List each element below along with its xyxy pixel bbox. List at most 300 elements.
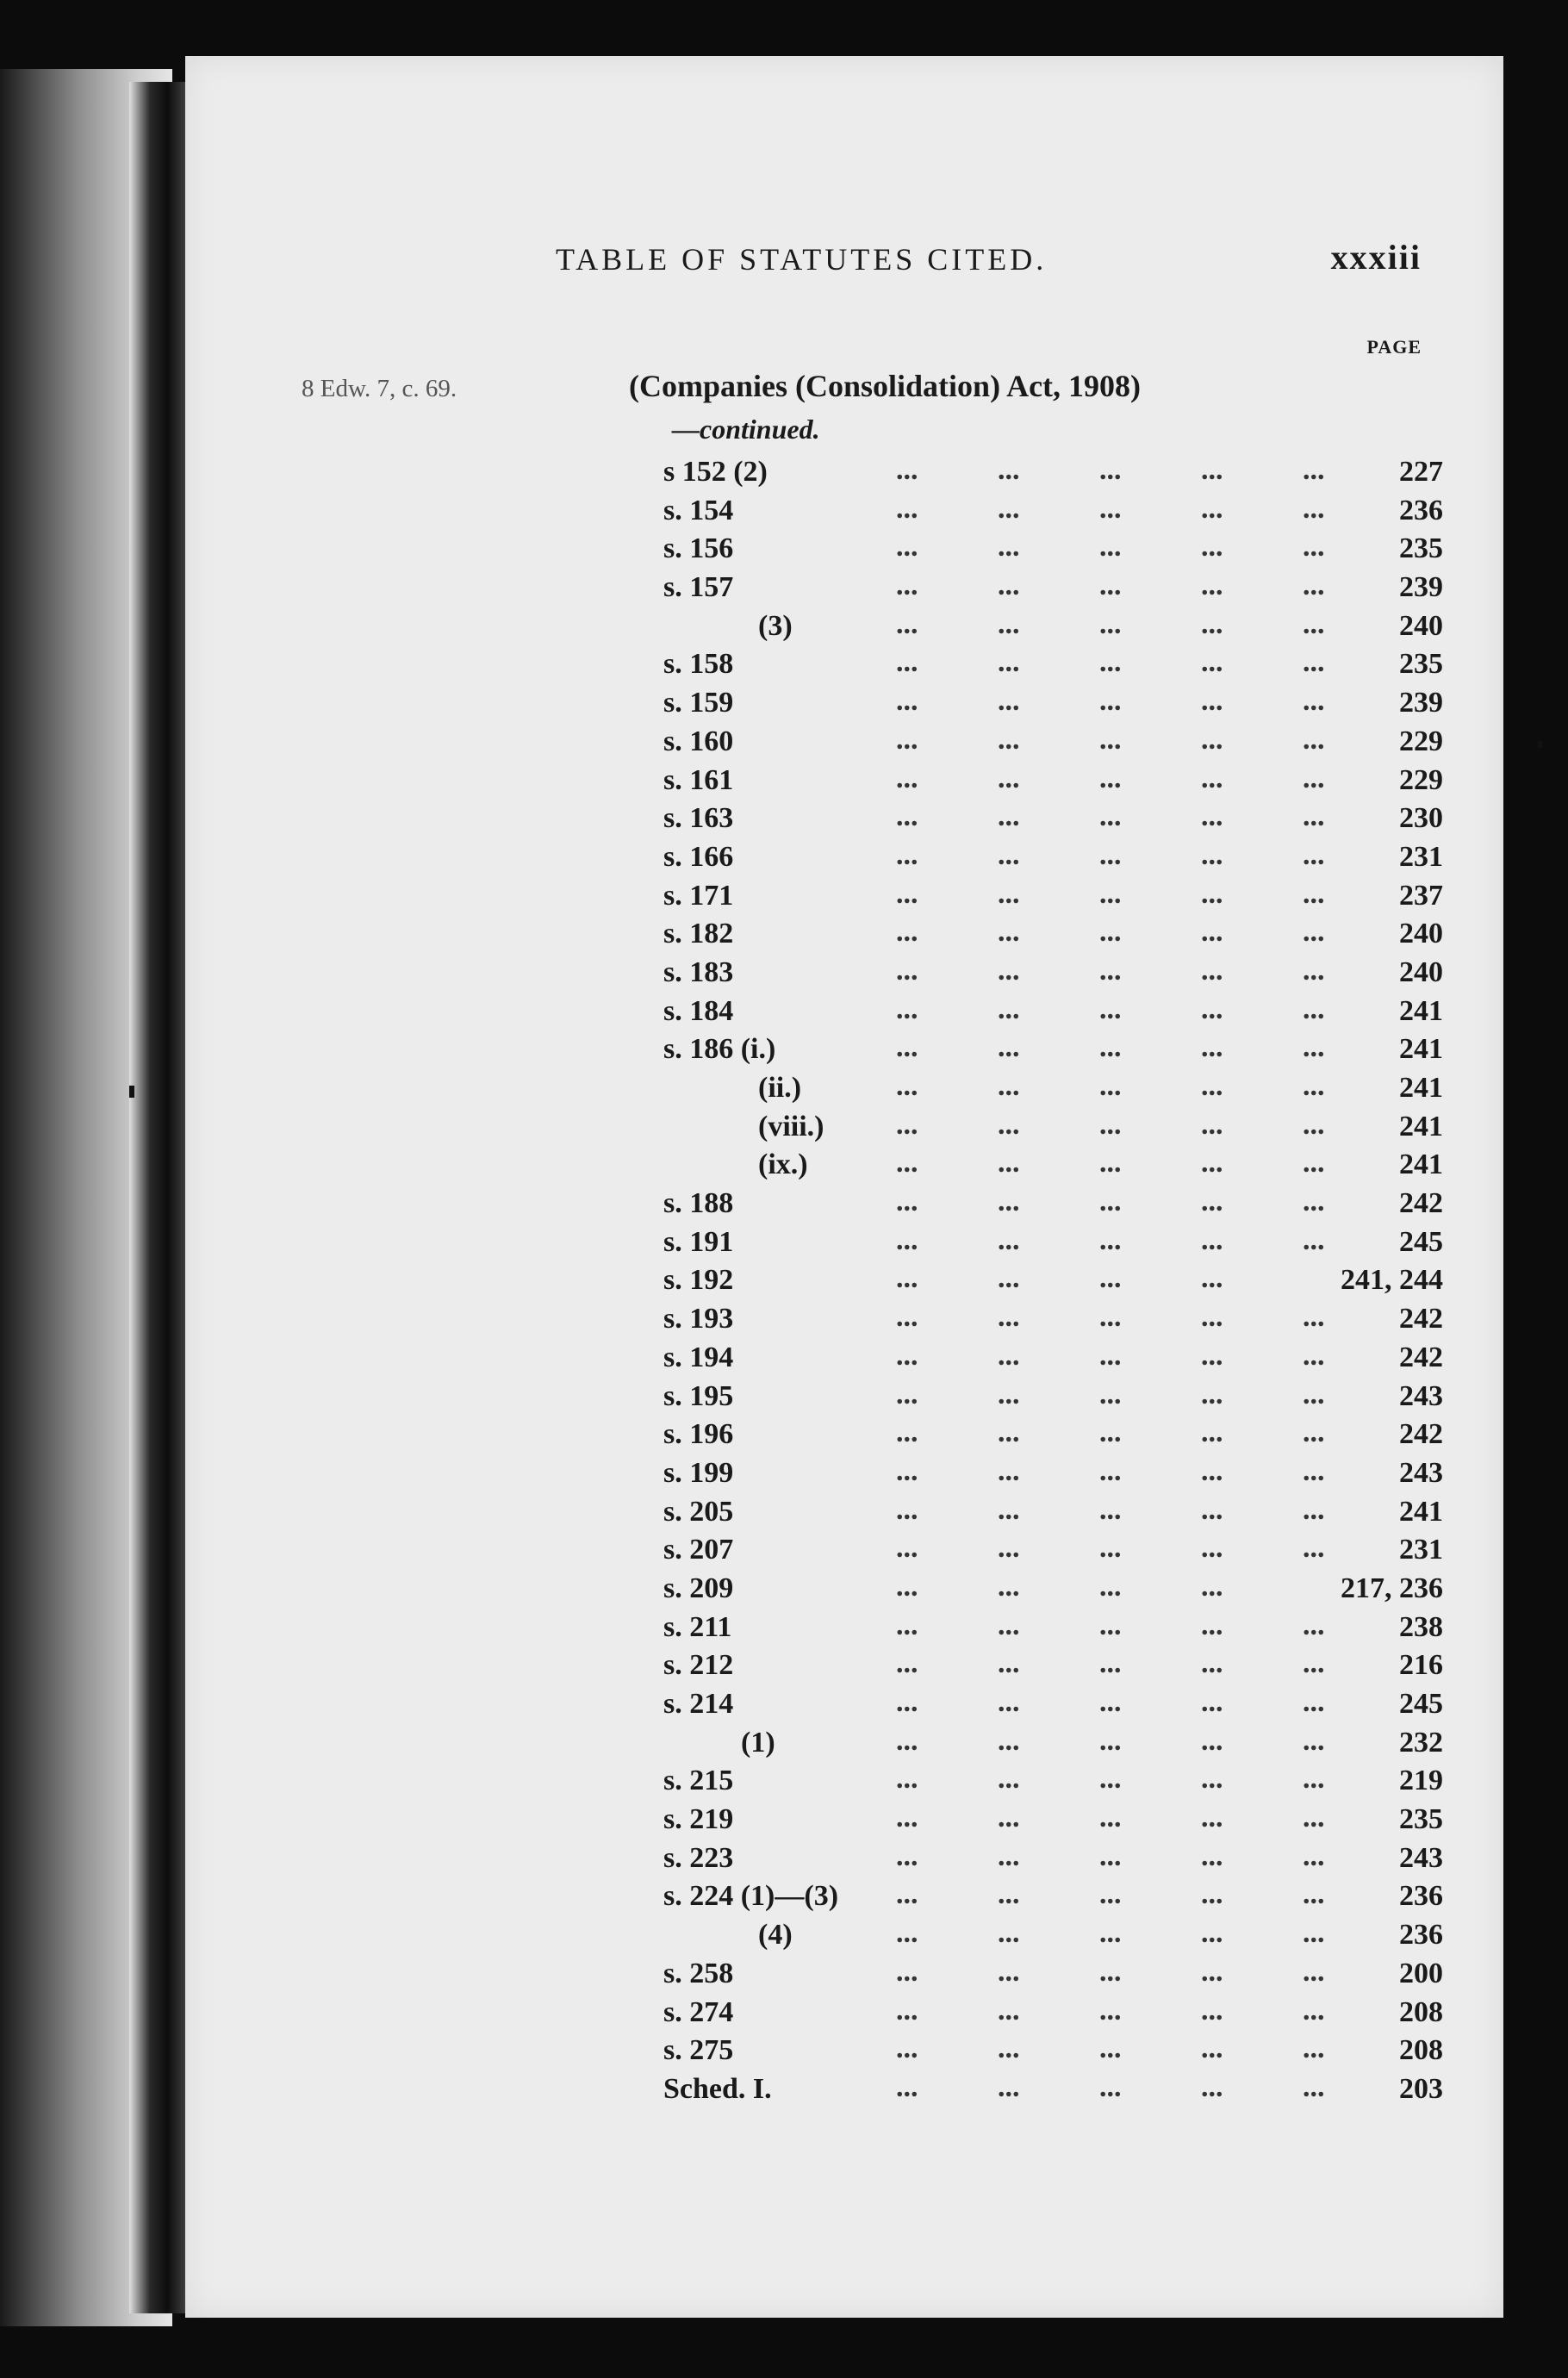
leader-dots: ... [1303, 1532, 1325, 1565]
table-row [663, 1493, 1443, 1534]
leader-dots: ... [1201, 916, 1223, 949]
leader-dots: ... [1303, 2033, 1325, 2065]
leader-dots: ... [1303, 1031, 1325, 1064]
page-reference: 241 [1399, 1495, 1443, 1528]
page-reference: 236 [1399, 1919, 1443, 1952]
leader-dots: ... [1201, 1609, 1223, 1641]
dot-leader [896, 1956, 1404, 1989]
leader-dots: ... [998, 1108, 1020, 1141]
dot-leader [896, 993, 1404, 1026]
page-reference: 217, 236 [1341, 1572, 1443, 1604]
leader-dots: ... [1303, 1223, 1325, 1256]
dot-leader [896, 724, 1404, 756]
section-reference: s. 161 [663, 763, 734, 796]
page-reference: 236 [1399, 494, 1443, 526]
section-reference: s. 166 [663, 840, 734, 873]
leader-dots: ... [896, 570, 918, 602]
leader-dots: ... [1099, 1840, 1122, 1872]
dot-leader [896, 1109, 1404, 1142]
page-reference: 227 [1399, 456, 1443, 488]
leader-dots: ... [1201, 1724, 1223, 1757]
dot-leader [896, 646, 1404, 679]
leader-dots: ... [1201, 877, 1223, 910]
section-reference: s. 171 [663, 879, 734, 912]
leader-dots: ... [896, 685, 918, 718]
table-row [663, 1033, 1443, 1072]
leader-dots: ... [896, 800, 918, 833]
leader-dots: ... [998, 1532, 1020, 1565]
leader-dots: ... [896, 1955, 918, 1988]
page-reference: 245 [1399, 1225, 1443, 1258]
leader-dots: ... [896, 993, 918, 1025]
leader-dots: ... [998, 570, 1020, 602]
leader-dots: ... [1099, 454, 1122, 486]
leader-dots: ... [1201, 1031, 1223, 1064]
scan-speck [129, 1086, 134, 1098]
leader-dots: ... [1201, 607, 1223, 640]
page-reference: 239 [1399, 687, 1443, 719]
leader-dots: ... [896, 877, 918, 910]
table-row [663, 2034, 1443, 2073]
leader-dots: ... [1099, 2033, 1122, 2065]
dot-leader [896, 2033, 1404, 2065]
leader-dots: ... [1303, 1802, 1325, 1834]
leader-dots: ... [896, 646, 918, 679]
leader-dots: ... [1303, 1147, 1325, 1180]
dot-leader [896, 2071, 1404, 2104]
leader-dots: ... [1303, 570, 1325, 602]
page-reference: 236 [1399, 1880, 1443, 1913]
leader-dots: ... [1303, 800, 1325, 833]
leader-dots: ... [1099, 1532, 1122, 1565]
table-row [663, 802, 1443, 841]
leader-dots: ... [1303, 877, 1325, 910]
dot-leader [896, 1840, 1404, 1873]
leader-dots: ... [896, 1493, 918, 1526]
leader-dots: ... [998, 492, 1020, 525]
table-row [663, 1688, 1443, 1727]
section-reference: s. 186 (i.) [663, 1033, 776, 1066]
leader-dots: ... [1099, 1301, 1122, 1334]
section-reference: s. 223 [663, 1841, 734, 1874]
leader-dots: ... [896, 1378, 918, 1410]
leader-dots: ... [1201, 685, 1223, 718]
leader-dots: ... [998, 762, 1020, 794]
page-reference: 241 [1399, 1149, 1443, 1181]
page-reference: 240 [1399, 918, 1443, 950]
table-row [663, 1454, 1443, 1496]
leader-dots: ... [1099, 877, 1122, 910]
leader-dots: ... [1099, 1493, 1122, 1526]
leader-dots: ... [1201, 1339, 1223, 1372]
leader-dots: ... [998, 838, 1020, 871]
leader-dots: ... [998, 1223, 1020, 1256]
dot-leader [896, 493, 1404, 526]
table-row [663, 1380, 1443, 1419]
page-reference: 200 [1399, 1957, 1443, 1989]
dot-leader [896, 1031, 1404, 1064]
table-row [663, 1955, 1443, 1996]
table-row [663, 1223, 1443, 1265]
leader-dots: ... [1201, 1802, 1223, 1834]
section-reference: (1) [741, 1726, 775, 1759]
leader-dots: ... [1201, 1223, 1223, 1256]
leader-dots: ... [1303, 685, 1325, 718]
leader-dots: ... [998, 1994, 1020, 2026]
table-row [663, 1996, 1443, 2035]
leader-dots: ... [1099, 800, 1122, 833]
section-reference: s. 182 [663, 918, 734, 950]
section-reference: s. 191 [663, 1225, 734, 1258]
leader-dots: ... [1201, 1108, 1223, 1141]
leader-dots: ... [998, 1186, 1020, 1218]
dot-leader [896, 1532, 1404, 1565]
page-reference: 240 [1399, 956, 1443, 988]
leader-dots: ... [998, 1493, 1020, 1526]
leader-dots: ... [1303, 916, 1325, 949]
leader-dots: ... [896, 1802, 918, 1834]
section-reference: s. 207 [663, 1534, 734, 1566]
section-reference: s. 275 [663, 2034, 734, 2067]
leader-dots: ... [896, 1917, 918, 1950]
book-page [185, 56, 1503, 2318]
leader-dots: ... [998, 954, 1020, 987]
leader-dots: ... [1099, 916, 1122, 949]
dot-leader [896, 1802, 1404, 1834]
table-row [663, 532, 1443, 571]
leader-dots: ... [1201, 2033, 1223, 2065]
leader-dots: ... [998, 1262, 1020, 1295]
section-reference: s. 211 [663, 1610, 732, 1643]
leader-dots: ... [1201, 531, 1223, 563]
leader-dots: ... [1201, 1454, 1223, 1487]
leader-dots: ... [998, 1031, 1020, 1064]
leader-dots: ... [1303, 646, 1325, 679]
leader-dots: ... [1099, 2070, 1122, 2103]
section-reference: s. 193 [663, 1303, 734, 1335]
page-reference: 241 [1399, 1033, 1443, 1066]
section-reference: s. 194 [663, 1341, 734, 1373]
dot-leader [896, 1455, 1404, 1488]
leader-dots: ... [896, 1878, 918, 1911]
page-reference: 208 [1399, 2034, 1443, 2067]
leader-dots: ... [998, 1724, 1020, 1757]
leader-dots: ... [896, 1070, 918, 1102]
leader-dots: ... [1303, 1763, 1325, 1796]
table-row [663, 877, 1443, 918]
section-reference: s. 212 [663, 1649, 734, 1682]
leader-dots: ... [896, 838, 918, 871]
leader-dots: ... [896, 531, 918, 563]
section-reference: s. 157 [663, 571, 734, 604]
page-reference: 241, 244 [1341, 1264, 1443, 1297]
leader-dots: ... [998, 1917, 1020, 1950]
leader-dots: ... [896, 1763, 918, 1796]
leader-dots: ... [1201, 1647, 1223, 1680]
leader-dots: ... [896, 1570, 918, 1603]
page-reference: 208 [1399, 1995, 1443, 2028]
dot-leader [896, 1416, 1404, 1449]
leader-dots: ... [1303, 838, 1325, 871]
leader-dots: ... [1201, 1917, 1223, 1950]
leader-dots: ... [896, 1416, 918, 1449]
leader-dots: ... [896, 2033, 918, 2065]
leader-dots: ... [896, 1147, 918, 1180]
page-reference: 237 [1399, 879, 1443, 912]
leader-dots: ... [1099, 1917, 1122, 1950]
leader-dots: ... [1201, 1301, 1223, 1334]
leader-dots: ... [1201, 1262, 1223, 1295]
dot-leader [896, 763, 1404, 795]
leader-dots: ... [998, 685, 1020, 718]
page-reference: 242 [1399, 1303, 1443, 1335]
table-row [663, 1149, 1443, 1187]
dot-leader [896, 878, 1404, 911]
leader-dots: ... [998, 916, 1020, 949]
leader-dots: ... [896, 1724, 918, 1757]
dot-leader [896, 1917, 1404, 1950]
leader-dots: ... [896, 954, 918, 987]
section-reference: s. 199 [663, 1456, 734, 1489]
table-row [663, 918, 1443, 956]
act-continued-label: —continued. [672, 414, 820, 445]
leader-dots: ... [998, 1301, 1020, 1334]
leader-dots: ... [896, 1454, 918, 1487]
table-row [663, 764, 1443, 803]
leader-dots: ... [1099, 762, 1122, 794]
dot-leader [896, 531, 1404, 563]
leader-dots: ... [896, 1339, 918, 1372]
leader-dots: ... [1099, 1570, 1122, 1603]
leader-dots: ... [1303, 1493, 1325, 1526]
page-reference: 242 [1399, 1341, 1443, 1373]
leader-dots: ... [998, 2070, 1020, 2103]
page-reference: 235 [1399, 648, 1443, 681]
section-reference: s. 159 [663, 687, 734, 719]
leader-dots: ... [1201, 646, 1223, 679]
page-reference: 243 [1399, 1379, 1443, 1412]
page-reference: 243 [1399, 1456, 1443, 1489]
leader-dots: ... [1303, 1917, 1325, 1950]
leader-dots: ... [1201, 1416, 1223, 1449]
dot-leader [896, 800, 1404, 833]
leader-dots: ... [1201, 1994, 1223, 2026]
section-reference: s 152 (2) [663, 456, 768, 488]
leader-dots: ... [896, 1840, 918, 1872]
page-reference: 230 [1399, 802, 1443, 835]
table-row [663, 1534, 1443, 1572]
leader-dots: ... [1201, 1147, 1223, 1180]
dot-leader [896, 1995, 1404, 2027]
section-reference: s. 274 [663, 1995, 734, 2028]
leader-dots: ... [998, 877, 1020, 910]
leader-dots: ... [1201, 1686, 1223, 1718]
dot-leader [896, 916, 1404, 949]
section-reference: s. 195 [663, 1379, 734, 1412]
section-reference: s. 196 [663, 1418, 734, 1451]
leader-dots: ... [1099, 1454, 1122, 1487]
leader-dots: ... [1201, 1186, 1223, 1218]
page-reference: 242 [1399, 1187, 1443, 1220]
leader-dots: ... [1303, 1609, 1325, 1641]
leader-dots: ... [896, 723, 918, 756]
leader-dots: ... [896, 1609, 918, 1641]
scan-speck [1538, 741, 1542, 748]
leader-dots: ... [1201, 492, 1223, 525]
dot-leader [896, 454, 1404, 487]
page-reference: 241 [1399, 994, 1443, 1027]
leader-dots: ... [896, 607, 918, 640]
leader-dots: ... [1201, 1070, 1223, 1102]
table-row [663, 1187, 1443, 1226]
leader-dots: ... [1201, 1378, 1223, 1410]
leader-dots: ... [1201, 454, 1223, 486]
page-reference: 219 [1399, 1765, 1443, 1797]
leader-dots: ... [1201, 838, 1223, 871]
running-title: TABLE OF STATUTES CITED. [556, 242, 1048, 277]
leader-dots: ... [1303, 1378, 1325, 1410]
leader-dots: ... [1201, 993, 1223, 1025]
section-entry-list [663, 456, 1443, 2112]
leader-dots: ... [998, 1647, 1020, 1680]
section-reference: s. 183 [663, 956, 734, 988]
leader-dots: ... [1303, 1108, 1325, 1141]
table-row [663, 571, 1443, 610]
leader-dots: ... [1099, 993, 1122, 1025]
table-row [663, 456, 1443, 495]
leader-dots: ... [1099, 646, 1122, 679]
table-row [663, 838, 1443, 880]
leader-dots: ... [998, 1686, 1020, 1718]
section-reference: s. 209 [663, 1572, 734, 1604]
leader-dots: ... [998, 1416, 1020, 1449]
section-reference: s. 224 (1)—(3) [663, 1880, 839, 1913]
leader-dots: ... [1099, 954, 1122, 987]
leader-dots: ... [998, 531, 1020, 563]
leader-dots: ... [1099, 1378, 1122, 1410]
leader-dots: ... [896, 1223, 918, 1256]
leader-dots: ... [1201, 762, 1223, 794]
leader-dots: ... [896, 454, 918, 486]
act-title: (Companies (Consolidation) Act, 1908) [629, 369, 1142, 403]
leader-dots: ... [1099, 1262, 1122, 1295]
leader-dots: ... [998, 1147, 1020, 1180]
section-reference: s. 192 [663, 1264, 734, 1297]
leader-dots: ... [998, 1878, 1020, 1911]
leader-dots: ... [1099, 1108, 1122, 1141]
page-reference: 235 [1399, 532, 1443, 565]
leader-dots: ... [998, 607, 1020, 640]
leader-dots: ... [896, 1108, 918, 1141]
dot-leader [896, 570, 1404, 602]
page-reference: 239 [1399, 571, 1443, 604]
leader-dots: ... [896, 1532, 918, 1565]
section-reference: s. 163 [663, 802, 734, 835]
leader-dots: ... [1099, 1802, 1122, 1834]
leader-dots: ... [1099, 607, 1122, 640]
table-row [663, 1919, 1443, 1958]
table-row [663, 995, 1443, 1034]
section-reference: (ix.) [758, 1149, 808, 1181]
leader-dots: ... [1201, 1763, 1223, 1796]
leader-dots: ... [1201, 1570, 1223, 1603]
table-row [663, 956, 1443, 995]
leader-dots: ... [1099, 723, 1122, 756]
leader-dots: ... [1099, 1878, 1122, 1911]
page-reference: 242 [1399, 1418, 1443, 1451]
leader-dots: ... [896, 1686, 918, 1718]
leader-dots: ... [1303, 531, 1325, 563]
section-reference: s. 158 [663, 648, 734, 681]
leader-dots: ... [1099, 1647, 1122, 1680]
table-row [663, 1072, 1443, 1111]
table-row [663, 648, 1443, 687]
page-reference: 238 [1399, 1610, 1443, 1643]
leader-dots: ... [998, 1378, 1020, 1410]
dot-leader [896, 1301, 1404, 1334]
leader-dots: ... [896, 1262, 918, 1295]
leader-dots: ... [1303, 1070, 1325, 1102]
section-reference: s. 154 [663, 494, 734, 526]
leader-dots: ... [1303, 1840, 1325, 1872]
leader-dots: ... [1099, 838, 1122, 871]
leader-dots: ... [998, 1763, 1020, 1796]
section-reference: (4) [758, 1919, 793, 1952]
leader-dots: ... [1099, 1609, 1122, 1641]
leader-dots: ... [1303, 954, 1325, 987]
leader-dots: ... [998, 1840, 1020, 1872]
leader-dots: ... [1303, 762, 1325, 794]
page-reference: 243 [1399, 1841, 1443, 1874]
leader-dots: ... [1201, 1532, 1223, 1565]
page-reference: 240 [1399, 609, 1443, 642]
leader-dots: ... [1303, 1186, 1325, 1218]
page-reference: 245 [1399, 1688, 1443, 1720]
leader-dots: ... [1099, 492, 1122, 525]
leader-dots: ... [1303, 1647, 1325, 1680]
leader-dots: ... [1099, 1416, 1122, 1449]
page-reference: 203 [1399, 2072, 1443, 2105]
leader-dots: ... [1099, 685, 1122, 718]
page-reference: 241 [1399, 1110, 1443, 1142]
dot-leader [896, 839, 1404, 872]
section-reference: s. 184 [663, 994, 734, 1027]
leader-dots: ... [1303, 1955, 1325, 1988]
table-row [663, 1418, 1443, 1457]
leader-dots: ... [998, 1454, 1020, 1487]
page-number: xxxiii [1330, 238, 1422, 277]
table-row [663, 1611, 1443, 1650]
leader-dots: ... [998, 1802, 1020, 1834]
leader-dots: ... [998, 1339, 1020, 1372]
leader-dots: ... [896, 762, 918, 794]
table-row [663, 1880, 1443, 1919]
leader-dots: ... [1099, 531, 1122, 563]
table-row [663, 1842, 1443, 1881]
table-row [663, 1803, 1443, 1842]
table-row [663, 725, 1443, 764]
leader-dots: ... [896, 1031, 918, 1064]
dot-leader [896, 955, 1404, 987]
table-row [663, 1339, 1443, 1380]
page-reference: 231 [1399, 840, 1443, 873]
leader-dots: ... [1303, 492, 1325, 525]
leader-dots: ... [1099, 1223, 1122, 1256]
leader-dots: ... [1099, 1186, 1122, 1218]
table-row [663, 1765, 1443, 1803]
leader-dots: ... [896, 916, 918, 949]
statute-citation: 8 Edw. 7, c. 69. [302, 375, 457, 402]
